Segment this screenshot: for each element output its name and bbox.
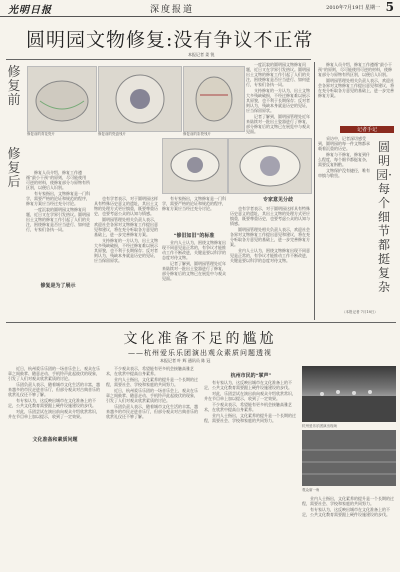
newspaper-brand: 光明日报 (8, 5, 52, 16)
sidebar-column-top (318, 62, 396, 122)
paragraph: 近日，杭州爱乐乐团的一场音乐会上，观众在乐章之间鼓掌、随意走动、手机铃声此起彼伏的现象，引发了人们对观众欣赏素质的讨论。 (106, 388, 198, 403)
article2-headline: 文化准备不足的尴尬 (123, 331, 277, 347)
article2-column-3 (204, 380, 298, 566)
section-title: 深度报道 (150, 5, 195, 15)
paragraph: 修复人员介绍，修复工作遵循“最小干预”的原则，尽可能使用可逆的材料，使修复部分与原物有所区别，以便后人识别。 (318, 62, 393, 77)
paragraph: 支持修复的一方认为，出土文物大多残缺破损，不经过修复难以展示其原貌，也不利于长期保存；反对者则认为，残缺本身就是历史的见证，应当保留原状。 (246, 88, 310, 113)
paragraph: 采访中，记者深切感受到，圆明园的每一件文物都承载着沉重的历史。 (318, 136, 370, 151)
article1-column-4 (230, 206, 310, 318)
bowl-fragment-image (28, 67, 96, 131)
paragraph: 有专家认为，这反映出城市在文化准备上的不足，公共文化教育需要跟上硬件设施建设的步伐。 (8, 398, 96, 408)
article1-byline: 本报记者 姜 锐 (188, 52, 215, 57)
article1-column-2 (94, 196, 158, 318)
paragraph: 乐团负责人表示，随着城市文化生活的丰富，越来越多的市民走进音乐厅，但部分观众对古典音乐的欣赏礼仪还不够了解。 (8, 382, 100, 397)
audience-seats-image (302, 430, 396, 486)
divider (6, 59, 311, 60)
paragraph: 对此，乐团尝试在演出前向观众介绍欣赏常识，并在节目单上加以提示，收到了一定效果。 (8, 409, 100, 419)
sidebar-header: 记者手记 (340, 126, 394, 133)
paragraph: 不少观众表示，希望能有更多机会接触高雅艺术，在欣赏中提高自身素养。 (204, 402, 292, 412)
photo-after-1 (162, 138, 228, 194)
section-divider (6, 322, 396, 323)
photo-before-2 (98, 66, 182, 132)
paragraph: 也有学者表示，对于圆明园这样具有特殊历史意义的遗址，其出土文物的处理方式更应慎重，既要尊重历史，也要考虑公众的认知与情感。 (94, 196, 158, 216)
subhead-hangzhou-applause: 杭州市民的“掌声” (230, 373, 272, 379)
article1-column-3-top (162, 196, 226, 230)
subhead-expert-opinions: 专家意见分歧 (262, 197, 293, 203)
paragraph: 有专家认为，这反映出城市在文化准备上的不足，公共文化教育需要跟上硬件设施建设的步伐。 (204, 380, 292, 390)
caption-before-3: 修复前的彩瓷残片 (183, 132, 211, 136)
caption-before-2: 修复前的瓷盘残片 (98, 132, 126, 136)
article2-column-2 (106, 366, 200, 566)
paragraph: 对此，乐团尝试在演出前向观众介绍欣赏常识，并在节目单上加以提示，收到了一定效果。 (204, 391, 296, 401)
subhead-restore-as-old: “修旧如旧”的标准 (173, 233, 215, 239)
paragraph: 支持修复的一方认为，出土文物大多残缺破损，不经过修复难以展示其原貌，也不利于长期保存；反对者则认为，残缺本身就是历史的见证，应当保留原状。 (94, 238, 158, 263)
photo-after-2 (228, 138, 312, 194)
paragraph: 业内人士指出，文化素养的提升是一个长期的过程，需要社会、学校和家庭的共同努力。 (204, 413, 296, 423)
label-before-restoration: 修复前 (7, 65, 21, 108)
sidebar-signature: （本报记者 7月18日） (342, 310, 378, 314)
paragraph: 文物保护没有捷径，唯有审慎与敬畏。 (318, 168, 370, 178)
paragraph: 有专家认为，这反映出城市在文化准备上的不足，公共文化教育需要跟上硬件设施建设的步伐。 (302, 507, 390, 517)
paragraph: 业内人士指出，文化素养的提升是一个长期的过程，需要社会、学校和家庭的共同努力。 (106, 377, 198, 387)
subhead-cultural-preparation: 文化准备和素质问题 (32, 437, 78, 443)
paragraph: 业内人士认为，围绕文物修复出现不同意见是正常的，有争议才能推动工作不断改进，关键是要以科学的态度对待文物。 (230, 248, 310, 263)
paragraph: 记者了解到，圆明园管理处近年来陆续对一批出土瓷器进行了修复，部分修复后的文物已在展览中与观众见面。 (162, 261, 226, 281)
paragraph: 一度沉寂的圆明园文物修复问题，近日又在学界引发热议。圆明园出土文物的修复工作引起了人们的关注，围绕修复是否应当进行、如何进行，专家们各执一词。 (26, 207, 90, 232)
plate-fragment-image (99, 67, 181, 131)
restored-bowl-image (163, 139, 227, 193)
paragraph: 乐团负责人表示，随着城市文化生活的丰富，越来越多的市民走进音乐厅，但部分观众对古典音乐的欣赏礼仪还不够了解。 (106, 404, 198, 419)
paragraph: 一度沉寂的圆明园文物修复问题，近日又在学界引发热议。圆明园出土文物的修复工作引起了人们的关注，围绕修复是否应当进行、如何进行，专家们各执一词。 (246, 62, 310, 87)
article2-byline: 本报记者 叶 辉 通讯员 陈 冠 (160, 358, 211, 363)
page-number: 5 (385, 0, 394, 14)
concert-photo-1 (302, 366, 396, 422)
orchestra-stage-image (302, 366, 396, 422)
paragraph: 记者了解到，圆明园管理处近年来陆续对一批出土瓷器进行了修复，部分修复后的文物已在展览中与观众见面。 (246, 114, 310, 134)
caption-concert-1: 杭州爱乐乐团演出现场 (302, 424, 337, 428)
issue-date: 2010年7月19日 星期一 (326, 5, 380, 11)
column-divider (314, 62, 315, 320)
article2-column-4 (302, 496, 396, 566)
restored-plate-image (229, 139, 311, 193)
caption-before-1: 修复前的青花瓷片 (27, 132, 55, 136)
article1-column-3 (162, 240, 226, 318)
paragraph: 也有学者表示，对于圆明园这样具有特殊历史意义的遗址，其出土文物的处理方式更应慎重，既要尊重历史，也要考虑公众的认知与情感。 (230, 206, 310, 226)
paragraph: 有专家指出，文物修复是一门科学，需要严格的论证和规范的程序，修复方案应当经过充分讨论。 (162, 196, 226, 211)
paragraph: 有专家指出，文物修复是一门科学，需要严格的论证和规范的程序，修复方案应当经过充分讨论。 (26, 191, 90, 206)
paragraph: 圆明园管理处相关负责人表示，欢迎社会各界对文物修复工作提出意见和建议，将在充分听取各方意见的基础上，进一步完善修复方案。 (94, 217, 158, 237)
subhead-for-display: 修复是为了展示 (40, 283, 76, 289)
paragraph: 业内人士认为，围绕文物修复出现不同意见是正常的，有争议才能推动工作不断改进，关键是要以科学的态度对待文物。 (162, 240, 226, 260)
paragraph: 业内人士指出，文化素养的提升是一个长期的过程，需要社会、学校和家庭的共同努力。 (302, 496, 394, 506)
masthead (0, 0, 400, 17)
article1-column-1 (26, 170, 90, 278)
article2-subheadline: ——杭州爱乐乐团演出观众素质问题透视 (128, 349, 272, 357)
paragraph: 圆明园管理处相关负责人表示，欢迎社会各界对文物修复工作提出意见和建议，将在充分听取各方意见的基础上，进一步完善修复方案。 (318, 78, 394, 98)
photo-before-3 (183, 66, 245, 132)
caption-concert-2: 观众席一角 (302, 488, 320, 492)
article2-column-1 (8, 366, 102, 566)
vase-fragment-image (184, 67, 244, 131)
paragraph: 圆明园管理处相关负责人表示，欢迎社会各界对文物修复工作提出意见和建议，将在充分听取各方意见的基础上，进一步完善修复方案。 (230, 227, 310, 247)
paragraph: 修复与不修复，修复到什么程度，每个细节都挺复杂，需要反复斟酌。 (318, 152, 370, 167)
photo-before-1 (27, 66, 97, 132)
paragraph: 修复人员介绍，修复工作遵循“最小干预”的原则，尽可能使用可逆的材料，使修复部分与原物有所区别，以便后人识别。 (26, 170, 90, 190)
paragraph: 近日，杭州爱乐乐团的一场音乐会上，观众在乐章之间鼓掌、随意走动、手机铃声此起彼伏的现象，引发了人们对观众欣赏素质的讨论。 (8, 366, 100, 381)
sidebar-title: 圆明园·每个细节都挺复杂 (376, 140, 392, 294)
paragraph: 不少观众表示，希望能有更多机会接触高雅艺术，在欣赏中提高自身素养。 (106, 366, 194, 376)
sidebar-body (318, 136, 370, 306)
article1-headline: 圆明园文物修复:没有争议不正常 (26, 29, 314, 51)
concert-photo-2 (302, 430, 396, 486)
label-after-restoration: 修复后 (7, 147, 21, 190)
